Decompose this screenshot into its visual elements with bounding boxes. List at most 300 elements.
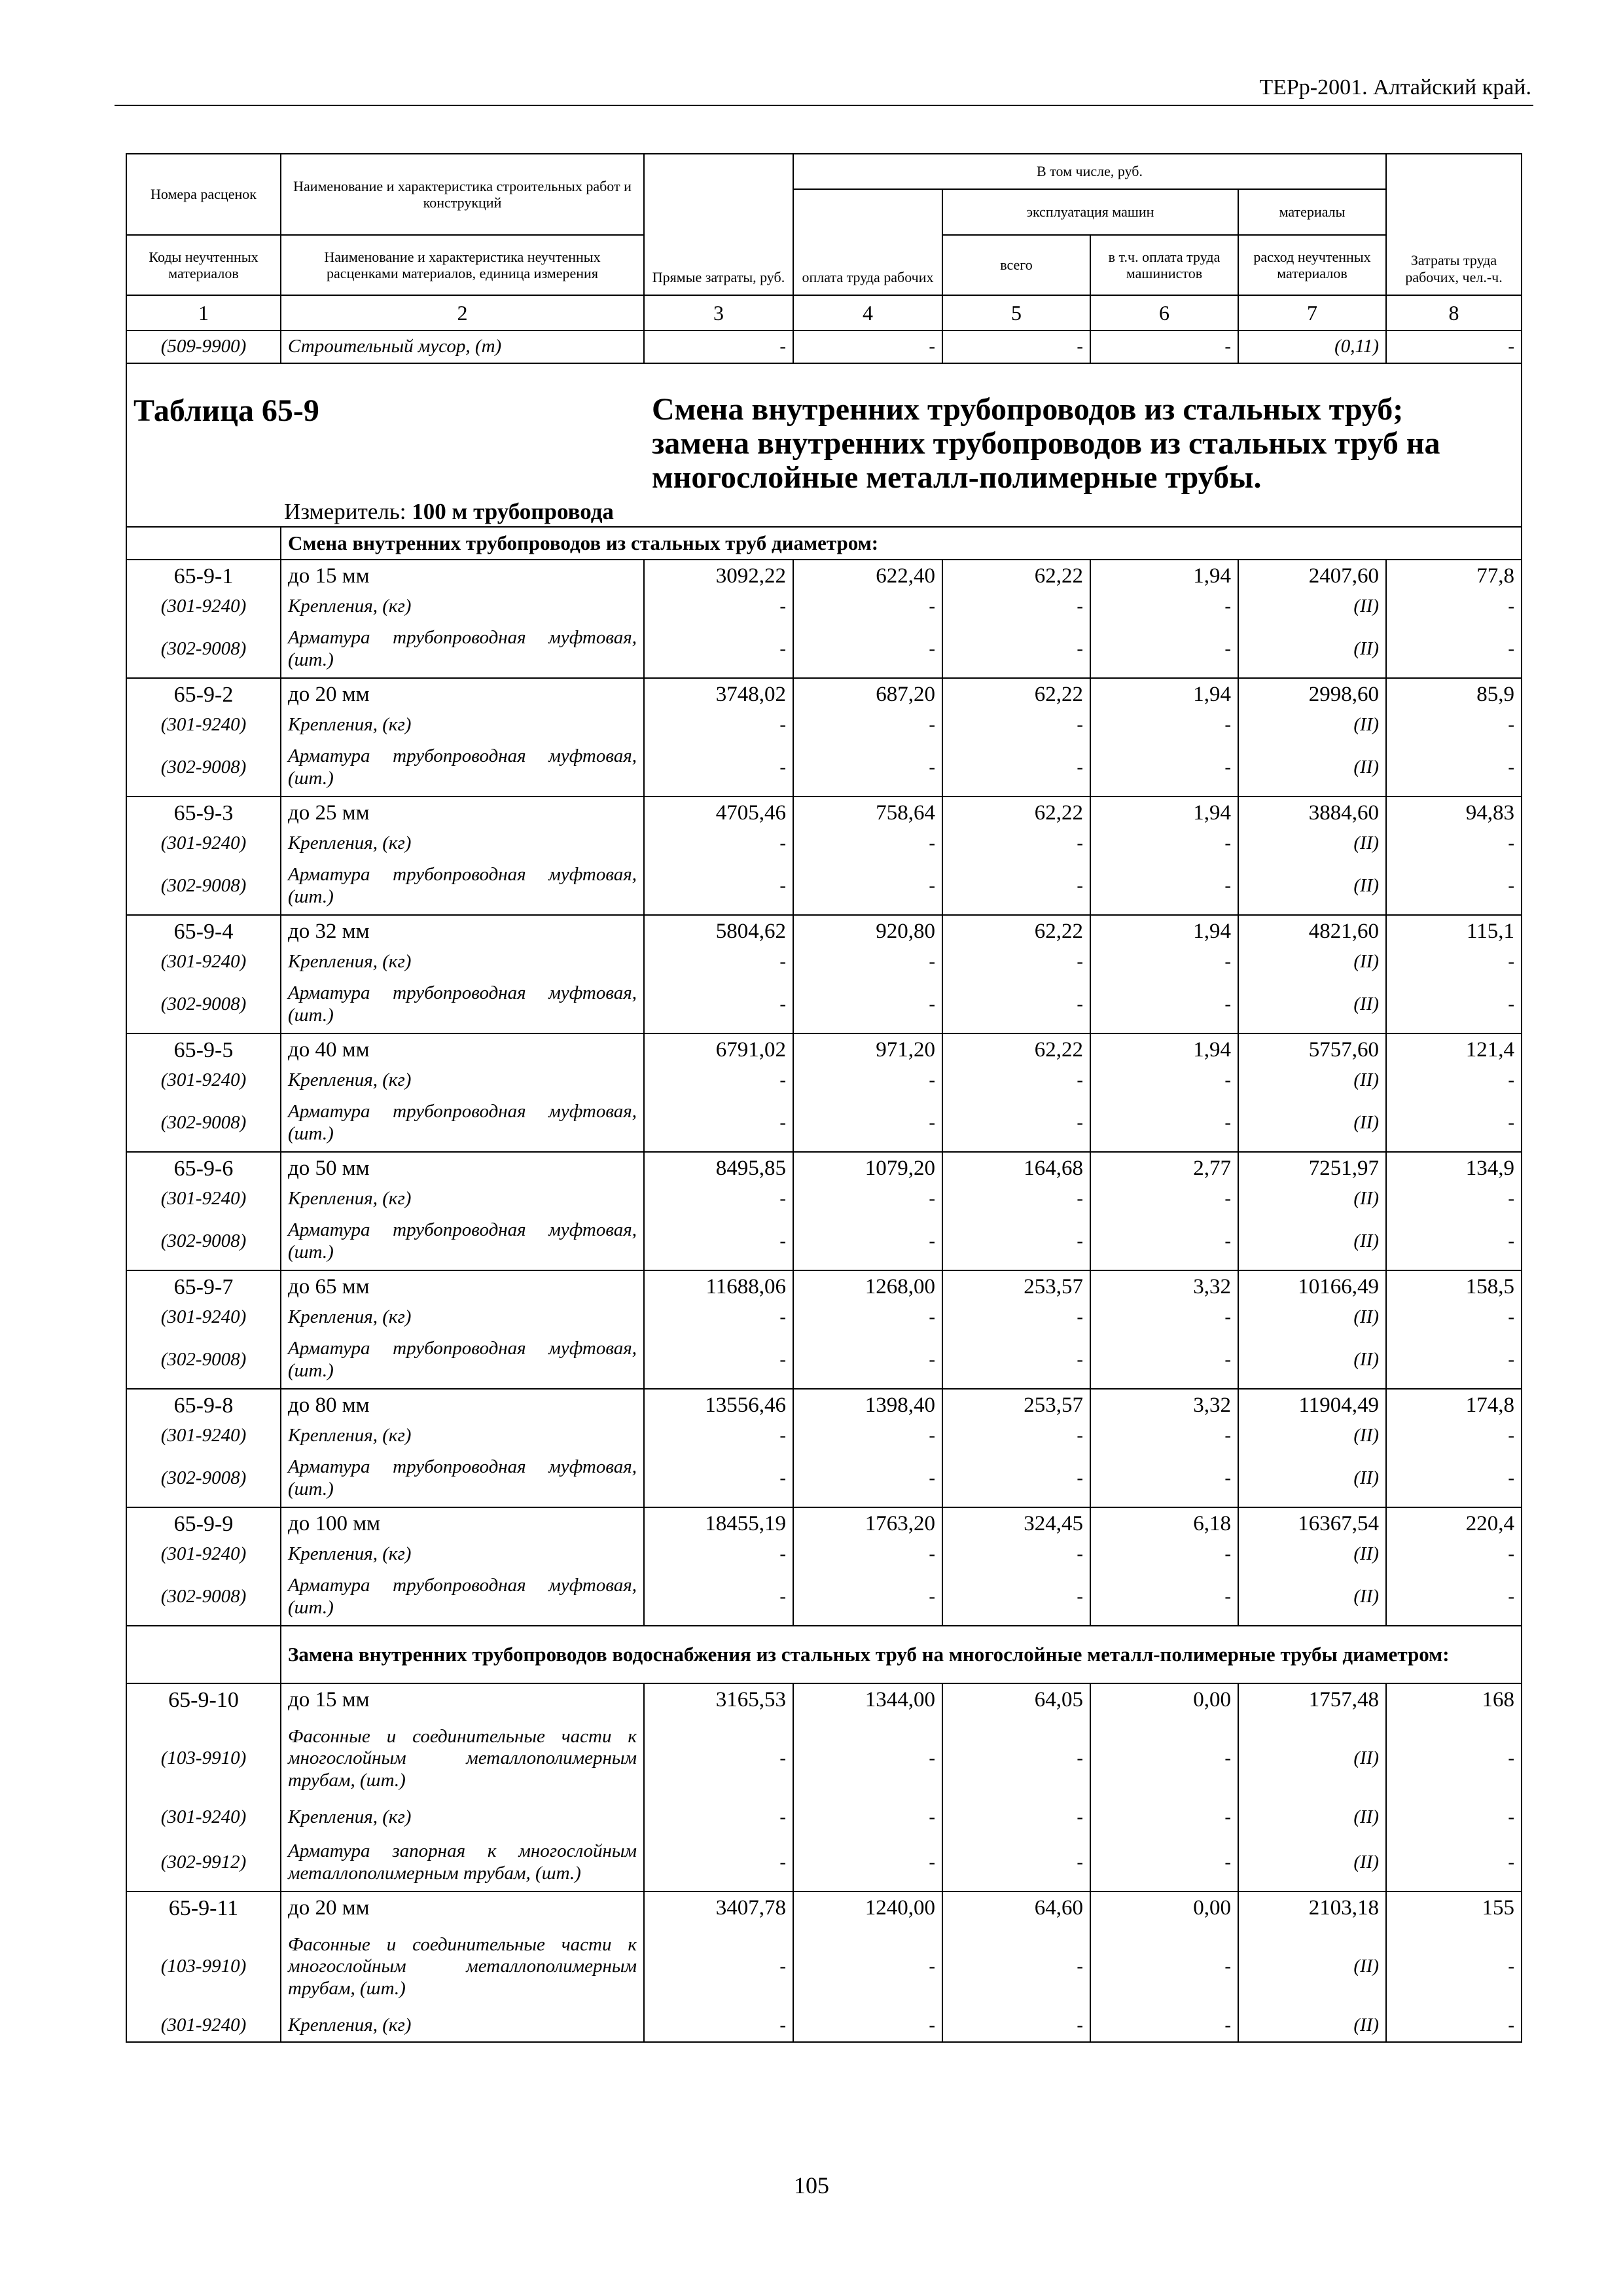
cell-dash: - [942, 739, 1090, 797]
cell-materials: (II) [1238, 2009, 1386, 2042]
material-name: Крепления, (кг) [281, 1540, 644, 1568]
cell-dash: - [942, 829, 1090, 857]
rate-name: до 20 мм [281, 678, 644, 711]
cell-dash: - [793, 1303, 942, 1331]
cell-dash: - [644, 1303, 793, 1331]
rate-code: 65-9-10 [126, 1683, 281, 1716]
th-rate-no: Номера расценок [126, 154, 281, 235]
material-name: Арматура трубопроводная муфтовая, (шт.) [281, 1213, 644, 1270]
cell-labor-costs: 121,4 [1386, 1033, 1522, 1066]
cell-dash: - [644, 829, 793, 857]
material-code: (302-9008) [126, 620, 281, 678]
cell-dash: - [644, 1834, 793, 1892]
rate-name: до 100 мм [281, 1507, 644, 1540]
cell-dash: - [1090, 1924, 1238, 2009]
cell-materials: 2407,60 [1238, 560, 1386, 592]
table-title: Смена внутренних трубопроводов из стальных труб; замена внутренних трубопроводов из стальных труб на многослойные металл-полимерные трубы. [652, 392, 1440, 495]
cell-dash: - [793, 976, 942, 1033]
cell-materials: (II) [1238, 1066, 1386, 1094]
cell-dash: - [1386, 1094, 1522, 1152]
cell-machinist-pay: 1,94 [1090, 915, 1238, 948]
cell-machinery-total: 62,22 [942, 1033, 1090, 1066]
cell-direct-costs: 18455,19 [644, 1507, 793, 1540]
cell-labor-costs: 85,9 [1386, 678, 1522, 711]
rates-table [126, 153, 1522, 2043]
col-number: 5 [942, 295, 1090, 331]
material-name: Крепления, (кг) [281, 1185, 644, 1213]
cell-labor-pay: 687,20 [793, 678, 942, 711]
cell-direct-costs: 3092,22 [644, 560, 793, 592]
cell-dash: - [644, 1568, 793, 1626]
cell-labor-pay: - [793, 331, 942, 363]
cell-dash: - [942, 1185, 1090, 1213]
material-code: (302-9008) [126, 857, 281, 915]
cell-labor-costs: 155 [1386, 1892, 1522, 1924]
th-labor-costs: Затраты труда рабочих, чел.-ч. [1386, 154, 1522, 295]
cell-dash: - [1090, 829, 1238, 857]
cell-machinist-pay: 0,00 [1090, 1683, 1238, 1716]
material-row [126, 1094, 1522, 1152]
cell-direct-costs: 13556,46 [644, 1389, 793, 1422]
cell-machinery-total: - [942, 331, 1090, 363]
cell-materials: (II) [1238, 857, 1386, 915]
cell-materials: (II) [1238, 739, 1386, 797]
material-code: (301-9240) [126, 829, 281, 857]
cell-dash: - [793, 1568, 942, 1626]
material-name: Крепления, (кг) [281, 1303, 644, 1331]
cell-dash: - [644, 1331, 793, 1389]
table-row [126, 331, 1522, 363]
material-row [126, 829, 1522, 857]
rate-row [126, 1892, 1522, 1924]
cell-direct-costs: 6791,02 [644, 1033, 793, 1066]
cell-dash: - [1090, 739, 1238, 797]
cell-dash: - [1090, 2009, 1238, 2042]
cell-dash: - [1386, 829, 1522, 857]
cell-dash: - [1386, 711, 1522, 739]
cell-labor-costs: 158,5 [1386, 1270, 1522, 1303]
cell-dash: - [1386, 739, 1522, 797]
material-name: Арматура трубопроводная муфтовая, (шт.) [281, 976, 644, 1033]
cell-materials: (II) [1238, 1450, 1386, 1507]
section-row [126, 527, 1522, 560]
cell-direct-costs: 8495,85 [644, 1152, 793, 1185]
material-code: (302-9008) [126, 1094, 281, 1152]
cell-direct-costs: 4705,46 [644, 797, 793, 829]
cell-dash: - [644, 1924, 793, 2009]
rate-row [126, 1507, 1522, 1540]
cell-labor-costs: 168 [1386, 1683, 1522, 1716]
rate-code: 65-9-3 [126, 797, 281, 829]
cell-materials: 3884,60 [1238, 797, 1386, 829]
cell-dash: - [793, 1066, 942, 1094]
cell-dash: - [1090, 1801, 1238, 1834]
cell-direct-costs: 5804,62 [644, 915, 793, 948]
cell-dash: - [644, 592, 793, 620]
cell-dash: - [1386, 857, 1522, 915]
cell-dash: - [942, 1801, 1090, 1834]
cell-materials: 11904,49 [1238, 1389, 1386, 1422]
cell-direct-costs: 11688,06 [644, 1270, 793, 1303]
col-number: 7 [1238, 295, 1386, 331]
cell-dash: - [644, 948, 793, 976]
material-name: Арматура трубопроводная муфтовая, (шт.) [281, 857, 644, 915]
material-row [126, 948, 1522, 976]
material-name: Арматура трубопроводная муфтовая, (шт.) [281, 620, 644, 678]
cell-dash: - [942, 1924, 1090, 2009]
cell-dash: - [942, 1716, 1090, 1801]
material-name: Фасонные и соединительные части к многослойным металлополимерным трубам, (шт.) [281, 1716, 644, 1801]
material-name: Крепления, (кг) [281, 592, 644, 620]
cell-machinist-pay: - [1090, 331, 1238, 363]
section-row [126, 1626, 1522, 1683]
material-code: (103-9910) [126, 1924, 281, 2009]
section-title: Смена внутренних трубопроводов из стальных труб диаметром: [281, 527, 1522, 560]
cell-machinery-total: 64,05 [942, 1683, 1090, 1716]
material-code: (302-9008) [126, 1331, 281, 1389]
rate-row [126, 1033, 1522, 1066]
material-code: (301-9240) [126, 592, 281, 620]
cell-dash: - [644, 1094, 793, 1152]
rate-row [126, 1389, 1522, 1422]
cell-labor-costs: 174,8 [1386, 1389, 1522, 1422]
cell-machinist-pay: 6,18 [1090, 1507, 1238, 1540]
material-name: Строительный мусор, (т) [281, 331, 644, 363]
cell-dash: - [644, 620, 793, 678]
cell-materials: (II) [1238, 1924, 1386, 2009]
cell-dash: - [793, 1422, 942, 1450]
cell-dash: - [1386, 1568, 1522, 1626]
material-code: (302-9008) [126, 1568, 281, 1626]
rate-row [126, 560, 1522, 592]
material-code: (509-9900) [126, 331, 281, 363]
cell-dash: - [942, 1303, 1090, 1331]
cell-labor-pay: 1240,00 [793, 1892, 942, 1924]
th-incl: В том числе, руб. [793, 154, 1386, 189]
material-row [126, 1331, 1522, 1389]
material-code: (301-9240) [126, 1066, 281, 1094]
cell-dash: - [1090, 1213, 1238, 1270]
measure-value: 100 м трубопровода [412, 499, 614, 524]
cell-machinery-total: 253,57 [942, 1270, 1090, 1303]
material-name: Крепления, (кг) [281, 1801, 644, 1834]
cell-dash: - [644, 1540, 793, 1568]
cell-labor-costs: 115,1 [1386, 915, 1522, 948]
cell-dash: - [1386, 948, 1522, 976]
cell-materials: 4821,60 [1238, 915, 1386, 948]
material-code: (302-9008) [126, 1213, 281, 1270]
material-name: Крепления, (кг) [281, 711, 644, 739]
rate-name: до 80 мм [281, 1389, 644, 1422]
cell-materials: (0,11) [1238, 331, 1386, 363]
cell-labor-pay: 1398,40 [793, 1389, 942, 1422]
col-number: 8 [1386, 295, 1522, 331]
rate-code: 65-9-1 [126, 560, 281, 592]
rate-code: 65-9-7 [126, 1270, 281, 1303]
cell-dash: - [1386, 1924, 1522, 2009]
material-name: Крепления, (кг) [281, 2009, 644, 2042]
material-row [126, 1303, 1522, 1331]
cell-machinist-pay: 1,94 [1090, 560, 1238, 592]
rate-code: 65-9-4 [126, 915, 281, 948]
cell-direct-costs: 3165,53 [644, 1683, 793, 1716]
cell-dash: - [793, 1924, 942, 2009]
cell-labor-costs: 94,83 [1386, 797, 1522, 829]
cell-materials: 1757,48 [1238, 1683, 1386, 1716]
cell-dash: - [793, 739, 942, 797]
cell-dash: - [1386, 1450, 1522, 1507]
cell-dash: - [793, 857, 942, 915]
material-row [126, 1568, 1522, 1626]
cell-dash: - [1386, 1801, 1522, 1834]
material-name: Арматура запорная к многослойным металлополимерным трубам, (шт.) [281, 1834, 644, 1892]
cell-labor-pay: 971,20 [793, 1033, 942, 1066]
material-name: Крепления, (кг) [281, 1422, 644, 1450]
cell-dash: - [793, 1450, 942, 1507]
material-row [126, 1716, 1522, 1801]
cell-dash: - [1386, 1422, 1522, 1450]
rate-row [126, 1270, 1522, 1303]
material-name: Арматура трубопроводная муфтовая, (шт.) [281, 1450, 644, 1507]
cell-machinery-total: 62,22 [942, 560, 1090, 592]
measure-prefix: Измеритель: [284, 499, 406, 524]
rate-name: до 20 мм [281, 1892, 644, 1924]
cell-dash: - [1090, 1331, 1238, 1389]
cell-dash: - [1386, 1331, 1522, 1389]
cell-direct-costs: 3407,78 [644, 1892, 793, 1924]
cell-machinery-total: 64,60 [942, 1892, 1090, 1924]
cell-dash: - [1090, 592, 1238, 620]
col-number: 4 [793, 295, 942, 331]
cell-dash: - [644, 1801, 793, 1834]
cell-machinery-total: 253,57 [942, 1389, 1090, 1422]
cell-dash: - [793, 592, 942, 620]
running-header: ТЕРр-2001. Алтайский край. [1259, 75, 1531, 99]
material-code: (301-9240) [126, 948, 281, 976]
cell-labor-costs: 77,8 [1386, 560, 1522, 592]
th-work-name: Наименование и характеристика строительных работ и конструкций [281, 154, 644, 235]
cell-materials: (II) [1238, 620, 1386, 678]
cell-dash: - [793, 1716, 942, 1801]
cell-dash: - [644, 1450, 793, 1507]
cell-dash: - [1090, 857, 1238, 915]
cell-machinist-pay: 2,77 [1090, 1152, 1238, 1185]
cell-dash: - [1386, 1213, 1522, 1270]
cell-dash: - [644, 1716, 793, 1801]
col-number: 6 [1090, 295, 1238, 331]
th-direct-costs: Прямые затраты, руб. [644, 154, 793, 295]
rate-name: до 40 мм [281, 1033, 644, 1066]
cell-labor-costs: - [1386, 331, 1522, 363]
cell-labor-pay: 1268,00 [793, 1270, 942, 1303]
cell-dash: - [644, 1185, 793, 1213]
cell-materials: 2998,60 [1238, 678, 1386, 711]
cell-materials: (II) [1238, 1716, 1386, 1801]
cell-machinery-total: 62,22 [942, 797, 1090, 829]
cell-materials: (II) [1238, 1185, 1386, 1213]
cell-dash: - [793, 1834, 942, 1892]
rate-row [126, 915, 1522, 948]
cell-dash: - [793, 711, 942, 739]
cell-dash: - [942, 1422, 1090, 1450]
cell-dash: - [1090, 1540, 1238, 1568]
cell-dash: - [1386, 1716, 1522, 1801]
th-labor-pay: оплата труда рабочих [793, 189, 942, 295]
cell-dash: - [942, 1094, 1090, 1152]
cell-dash: - [942, 948, 1090, 976]
cell-dash: - [644, 1066, 793, 1094]
th-machinery: эксплуатация машин [942, 189, 1238, 235]
material-code: (301-9240) [126, 1185, 281, 1213]
cell-dash: - [942, 2009, 1090, 2042]
cell-materials: (II) [1238, 592, 1386, 620]
rate-name: до 15 мм [281, 560, 644, 592]
cell-materials: 2103,18 [1238, 1892, 1386, 1924]
cell-dash: - [1386, 1185, 1522, 1213]
rate-row [126, 1152, 1522, 1185]
cell-dash: - [1090, 711, 1238, 739]
col-number: 2 [281, 295, 644, 331]
cell-materials: 10166,49 [1238, 1270, 1386, 1303]
col-number: 1 [126, 295, 281, 331]
material-code: (302-9008) [126, 1450, 281, 1507]
cell-dash: - [942, 1066, 1090, 1094]
cell-dash: - [942, 1450, 1090, 1507]
material-row [126, 1924, 1522, 2009]
rate-code: 65-9-9 [126, 1507, 281, 1540]
cell-dash: - [1386, 1834, 1522, 1892]
material-row [126, 1834, 1522, 1892]
cell-dash: - [644, 857, 793, 915]
material-code: (301-9240) [126, 1801, 281, 1834]
cell-labor-pay: 920,80 [793, 915, 942, 948]
cell-machinery-total: 62,22 [942, 915, 1090, 948]
material-code: (301-9240) [126, 2009, 281, 2042]
section-title: Замена внутренних трубопроводов водоснабжения из стальных труб на многослойные металл-полимерные трубы диаметром: [281, 1626, 1522, 1683]
material-row [126, 739, 1522, 797]
cell-dash: - [793, 620, 942, 678]
cell-dash: - [942, 1213, 1090, 1270]
th-mat-names: Наименование и характеристика неучтенных расценками материалов, единица измерения [281, 235, 644, 295]
cell-machinist-pay: 3,32 [1090, 1270, 1238, 1303]
cell-machinist-pay: 3,32 [1090, 1389, 1238, 1422]
cell-machinery-total: 62,22 [942, 678, 1090, 711]
cell-dash: - [1090, 1303, 1238, 1331]
cell-dash: - [942, 857, 1090, 915]
material-row [126, 592, 1522, 620]
rate-row [126, 678, 1522, 711]
cell-machinery-total: 164,68 [942, 1152, 1090, 1185]
material-code: (302-9008) [126, 976, 281, 1033]
rate-code: 65-9-8 [126, 1389, 281, 1422]
cell-labor-pay: 1344,00 [793, 1683, 942, 1716]
material-name: Арматура трубопроводная муфтовая, (шт.) [281, 739, 644, 797]
th-materials-consumption: расход неучтенных материалов [1238, 235, 1386, 295]
cell-materials: (II) [1238, 711, 1386, 739]
cell-dash: - [1090, 948, 1238, 976]
cell-dash: - [1090, 1834, 1238, 1892]
table-label: Таблица 65-9 [134, 393, 319, 428]
cell-dash: - [793, 1185, 942, 1213]
header-rule [115, 105, 1533, 106]
cell-labor-pay: 1079,20 [793, 1152, 942, 1185]
cell-dash: - [942, 1568, 1090, 1626]
rate-row [126, 1683, 1522, 1716]
cell-dash: - [942, 976, 1090, 1033]
material-name: Крепления, (кг) [281, 948, 644, 976]
material-name: Арматура трубопроводная муфтовая, (шт.) [281, 1331, 644, 1389]
cell-dash: - [644, 711, 793, 739]
material-name: Крепления, (кг) [281, 829, 644, 857]
cell-dash: - [942, 592, 1090, 620]
cell-direct-costs: 3748,02 [644, 678, 793, 711]
cell-dash: - [942, 1331, 1090, 1389]
cell-dash: - [1090, 1422, 1238, 1450]
cell-materials: (II) [1238, 976, 1386, 1033]
cell-materials: (II) [1238, 1303, 1386, 1331]
cell-materials: 5757,60 [1238, 1033, 1386, 1066]
cell-materials: (II) [1238, 1540, 1386, 1568]
cell-dash: - [942, 711, 1090, 739]
cell-machinist-pay: 1,94 [1090, 797, 1238, 829]
material-row [126, 1422, 1522, 1450]
cell-materials: 16367,54 [1238, 1507, 1386, 1540]
cell-dash: - [644, 976, 793, 1033]
cell-dash: - [1386, 2009, 1522, 2042]
cell-machinist-pay: 0,00 [1090, 1892, 1238, 1924]
th-mat-codes: Коды неучтенных материалов [126, 235, 281, 295]
cell-dash: - [644, 2009, 793, 2042]
cell-machinist-pay: 1,94 [1090, 678, 1238, 711]
cell-dash: - [793, 1801, 942, 1834]
cell-materials: (II) [1238, 1422, 1386, 1450]
material-row [126, 2009, 1522, 2042]
cell-labor-pay: 622,40 [793, 560, 942, 592]
material-code: (301-9240) [126, 1422, 281, 1450]
cell-dash: - [942, 620, 1090, 678]
cell-dash: - [1090, 1568, 1238, 1626]
material-name: Арматура трубопроводная муфтовая, (шт.) [281, 1094, 644, 1152]
cell-dash: - [793, 829, 942, 857]
cell-materials: (II) [1238, 1568, 1386, 1626]
cell-dash: - [793, 948, 942, 976]
cell-materials: 7251,97 [1238, 1152, 1386, 1185]
cell-machinist-pay: 1,94 [1090, 1033, 1238, 1066]
cell-dash: - [1386, 1066, 1522, 1094]
cell-dash: - [1090, 976, 1238, 1033]
cell-dash: - [1386, 592, 1522, 620]
table-caption-row [126, 363, 1522, 527]
material-code: (103-9910) [126, 1716, 281, 1801]
material-code: (301-9240) [126, 1540, 281, 1568]
material-code: (301-9240) [126, 1303, 281, 1331]
cell-dash: - [1090, 620, 1238, 678]
cell-dash: - [942, 1540, 1090, 1568]
material-name: Крепления, (кг) [281, 1066, 644, 1094]
material-row [126, 1540, 1522, 1568]
rate-name: до 15 мм [281, 1683, 644, 1716]
cell-dash: - [793, 1213, 942, 1270]
material-code: (301-9240) [126, 711, 281, 739]
page-number: 105 [794, 2172, 829, 2198]
cell-labor-pay: 758,64 [793, 797, 942, 829]
material-row [126, 1801, 1522, 1834]
cell-direct-costs: - [644, 331, 793, 363]
material-row [126, 1213, 1522, 1270]
material-row [126, 620, 1522, 678]
cell-materials: (II) [1238, 1331, 1386, 1389]
col-number: 3 [644, 295, 793, 331]
